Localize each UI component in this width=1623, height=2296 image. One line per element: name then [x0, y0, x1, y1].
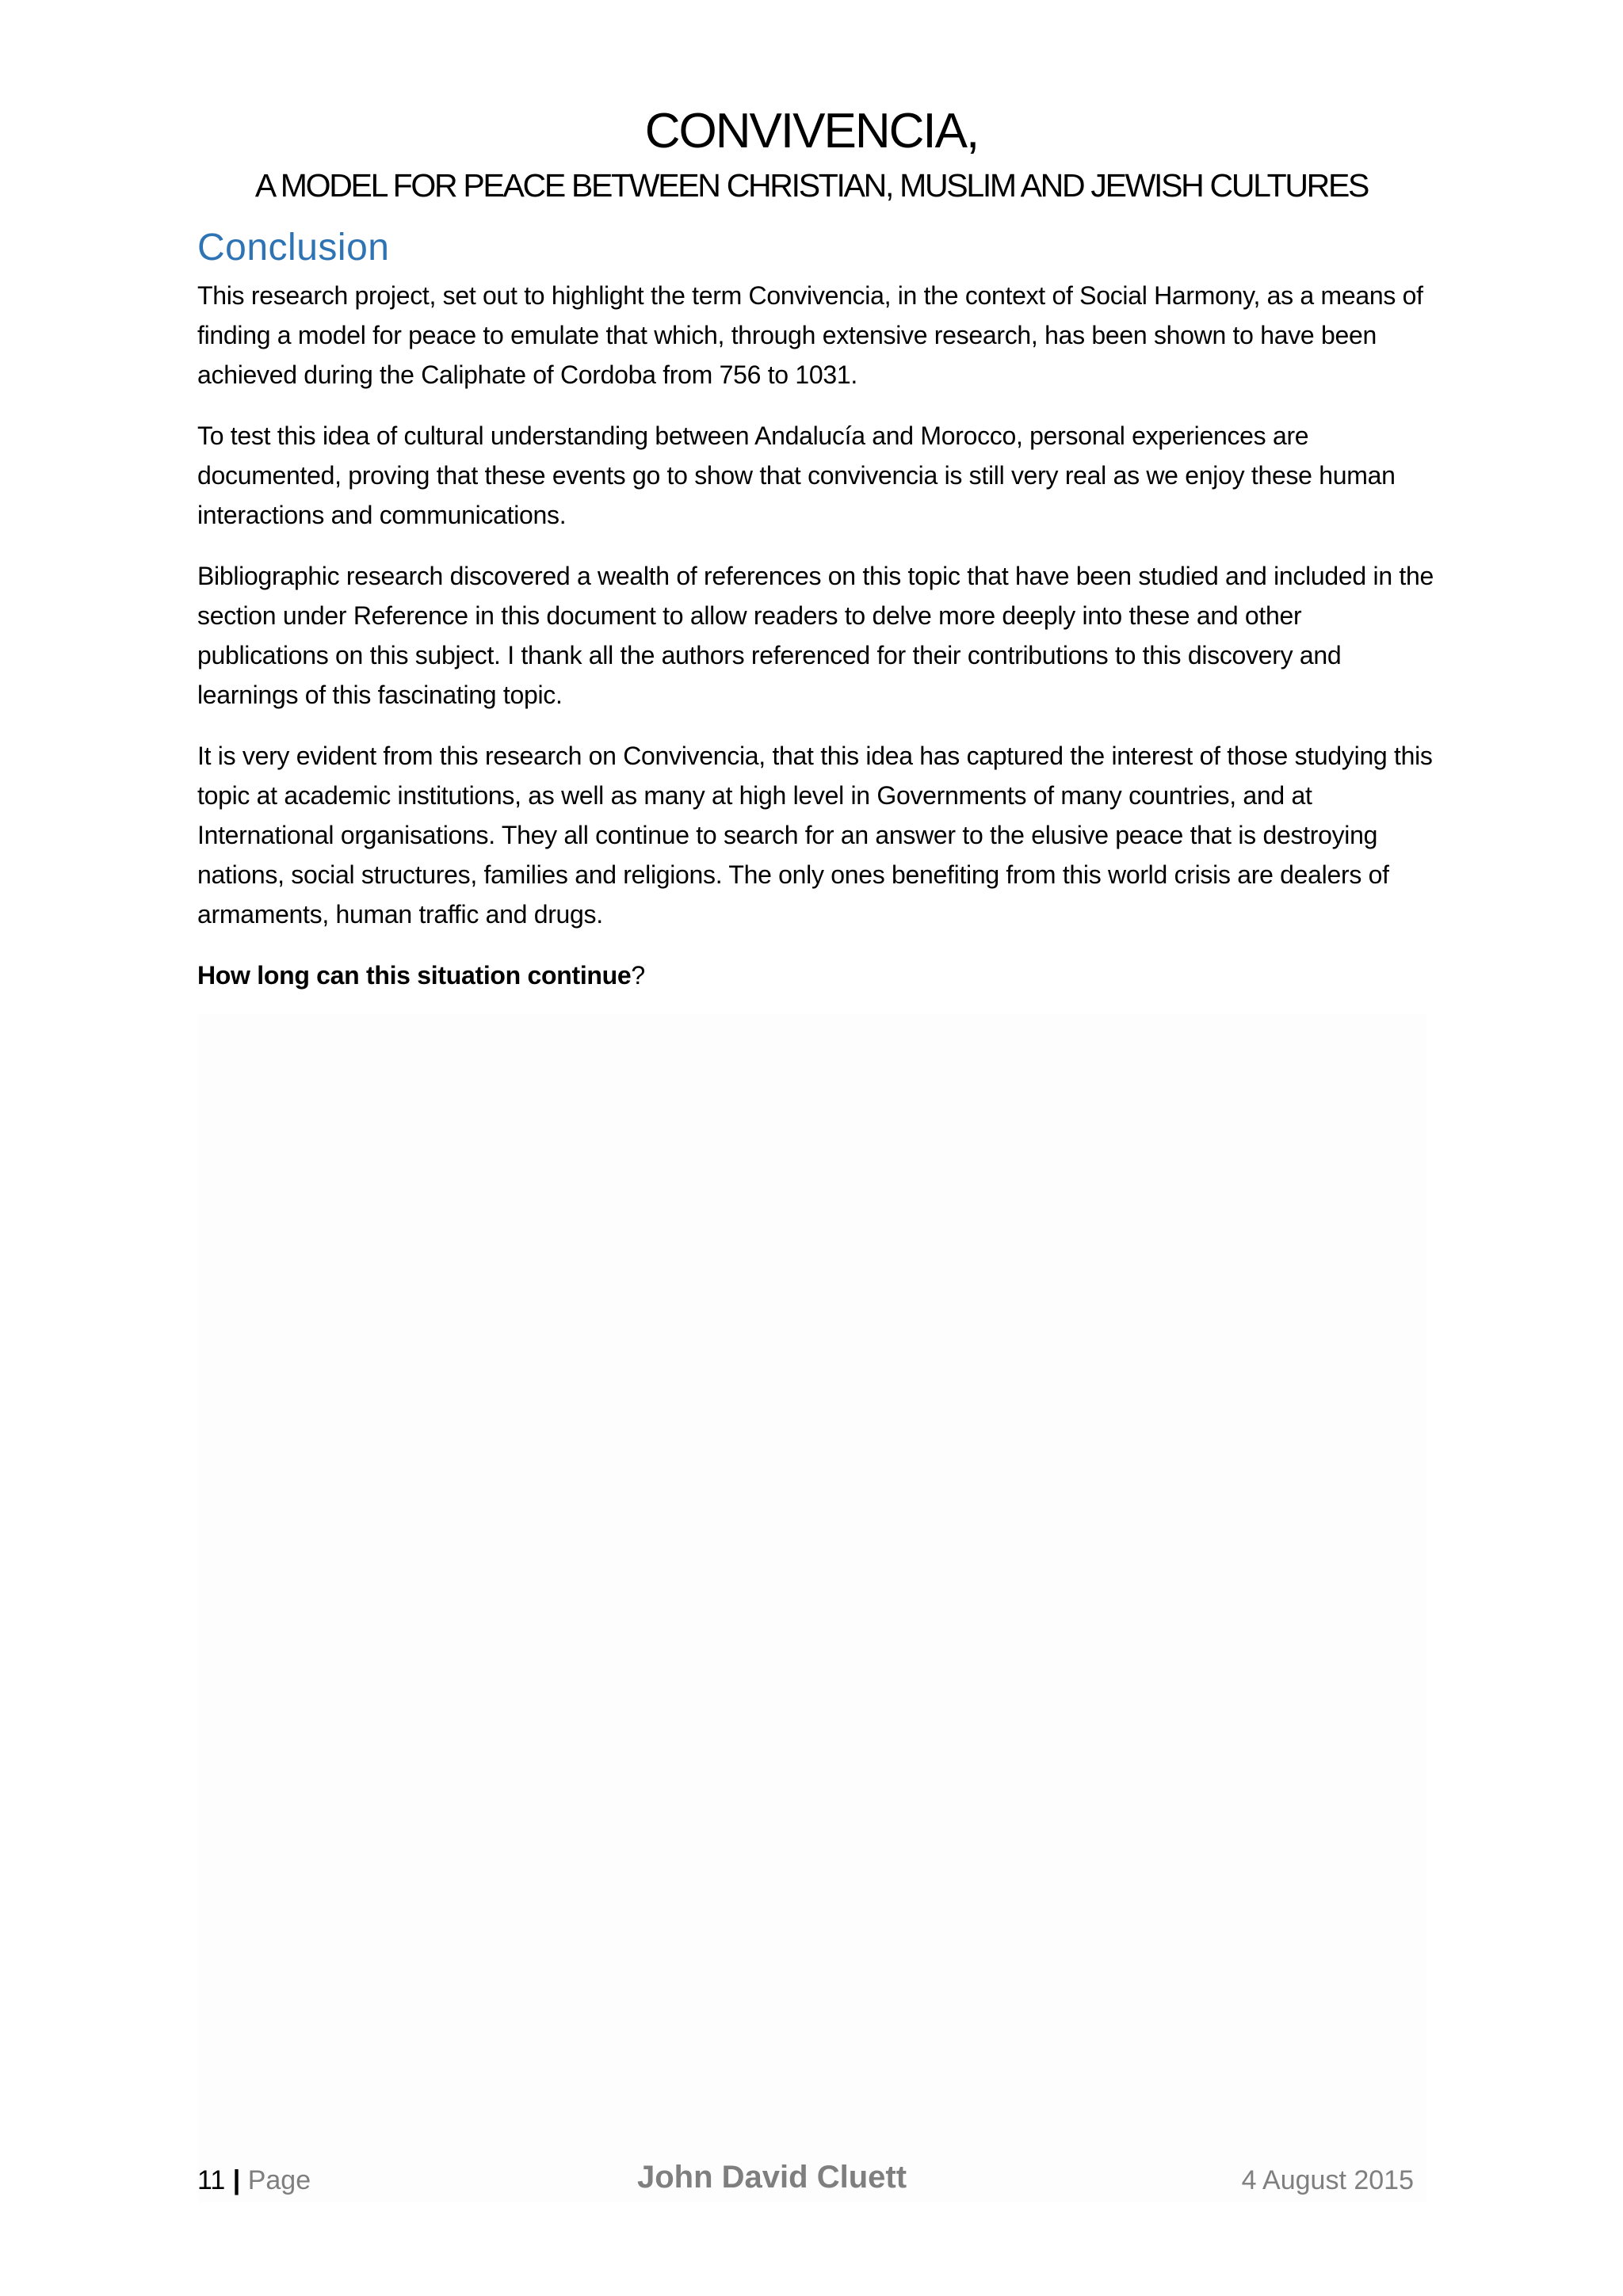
closing-question-mark: ? [631, 961, 645, 990]
page-footer [197, 2157, 1414, 2204]
page-number: 11 [197, 2165, 226, 2195]
document-header [0, 101, 1623, 209]
conclusion-section [197, 220, 1434, 1016]
footer-date: 4 August 2015 [1241, 2165, 1414, 2195]
paragraph-4: It is very evident from this research on Convivencia, that this idea has captured the interest of those studying this topic at academic institutions, as well as many at high level in Governments of many countries, and at International organisations. They all continue to search for an answer to the elusive peace that is destroying nations, social structures, families and religions. The only ones benefiting from this world crisis are dealers of armaments, human traffic and drugs. [197, 742, 1433, 929]
page-background-shade [198, 1014, 1426, 2203]
paragraph-2: To test this idea of cultural understanding between Andalucía and Morocco, personal experiences are documented, proving that these events go to show that convivencia is still very real as we enjoy these human interactions and communications. [197, 421, 1396, 529]
closing-question [197, 955, 1434, 995]
closing-question-bold: How long can this situation continue [197, 961, 632, 990]
document-title: CONVIVENCIA, [644, 104, 979, 158]
page-word: Page [247, 2165, 311, 2195]
footer-page-number [197, 2157, 311, 2204]
paragraph-1: This research project, set out to highlight the term Convivencia, in the context of Social Harmony, as a means of finding a model for peace to emulate that which, through extensive research, has been shown to have been achieved during the Caliphate of Cordoba from 756 to 1031. [197, 281, 1423, 389]
paragraph-3: Bibliographic research discovered a wealth of references on this topic that have been studied and included in the section under Reference in this document to allow readers to delve more deeply into these and other publications on this subject. I thank all the authors referenced for their contributions to this discovery and learnings of this fascinating topic. [197, 562, 1434, 709]
section-heading: Conclusion [197, 227, 390, 269]
footer-author: John David Cluett [637, 2160, 907, 2195]
document-subtitle: A MODEL FOR PEACE BETWEEN CHRISTIAN, MUSLIM AND JEWISH CULTURES [254, 167, 1369, 204]
page-separator: | [232, 2165, 241, 2195]
